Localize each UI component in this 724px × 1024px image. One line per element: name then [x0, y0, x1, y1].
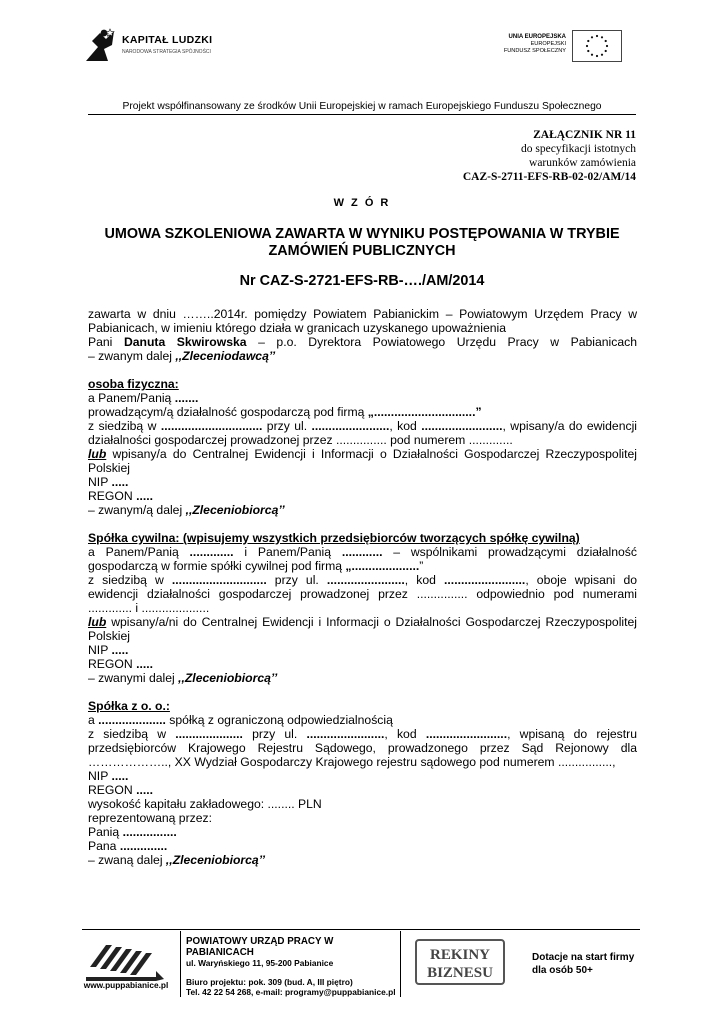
rekiny-line-1: REKINY [429, 947, 491, 963]
template-label: W Z Ó R [333, 197, 391, 209]
llc-pana-blank: .............. [119, 839, 168, 853]
footer-office-block [186, 937, 401, 998]
llc-pania [88, 825, 637, 839]
header-divider [88, 114, 636, 115]
np-nip-blank: ..... [111, 475, 129, 489]
intro-text: zawarta w dniu ……..2014r. pomiędzy Powiatem Pabianickim – Powiatowym Urzędem Pracy w Pabianicach, w imieniu którego działa w granicach uzyskanego upoważnienia [88, 307, 637, 335]
np-registry-text: , wpisany/a do ewidencji działalności gospodarczej prowadzonej przez ............... pod numerem ............. [88, 419, 637, 447]
llc-contractor-role: ,,Zleceniobiorcą’’ [165, 853, 266, 867]
np-regon-blank: ..... [136, 489, 154, 503]
contract-body [88, 307, 637, 867]
llc-regon [88, 783, 637, 797]
cp-regon-blank: ..... [136, 657, 154, 671]
llc-pana-label: Pana [88, 839, 120, 853]
footer-website-link[interactable]: www.puppabianice.pl [83, 980, 169, 990]
kapital-ludzki-title: KAPITAŁ LUDZKI [122, 34, 213, 46]
cp-contractor-role: ,,Zleceniobiorcą’’ [178, 671, 278, 685]
intro-called-pre: – zwanym dalej [88, 349, 176, 363]
annex-line-3: warunków zamówienia [529, 157, 636, 169]
llc-name-line [88, 713, 637, 727]
cp-nip-blank: ..... [111, 643, 129, 657]
cp-registry-text: , oboje wpisani do ewidencji działalności gospodarczej prowadzonej przez ............... odpowiednio pod numerami ............. i .................... [88, 573, 638, 615]
np-seat-blank: .............................. [160, 419, 263, 433]
civil-nip [88, 643, 637, 657]
document-title: UMOWA SZKOLENIOWA ZAWARTA W WYNIKU POSTĘPOWANIA W TRYBIE ZAMÓWIEŃ PUBLICZNYCH [104, 226, 620, 259]
kapital-ludzki-subtitle: NARODOWA STRATEGIA SPÓJNOŚCI [122, 49, 211, 55]
llc-a: a [88, 713, 99, 727]
llc-regon-label: REGON [88, 783, 137, 797]
rekiny-biznesu-stamp-icon [414, 938, 506, 986]
project-cofinancing-line: Projekt współfinansowany ze środków Unii Europejskiej w ramach Europejskiego Funduszu Społecznego [122, 101, 602, 112]
natural-person-name-line [88, 391, 637, 405]
llc-nip-blank: ..... [111, 769, 129, 783]
cp-seat-blank: ............................ [171, 573, 267, 587]
project-office: Biuro projektu: pok. 309 (bud. A, III piętro) [186, 976, 353, 987]
natural-person-address-line [88, 419, 637, 447]
section-heading-civil-partnership: Spółka cywilna: (wpisujemy wszystkich przedsiębiorców tworzących spółkę cywilną) [88, 531, 580, 545]
np-code-blank: ........................ [421, 419, 503, 433]
np-nip-label: NIP [88, 475, 112, 489]
np-firm-blank: „..............................” [367, 405, 482, 419]
np-street-label: przy ul. [262, 419, 312, 433]
eu-line-1: UNIA EUROPEJSKA [508, 34, 566, 40]
contract-number: Nr CAZ-S-2721-EFS-RB-…./AM/2014 [239, 273, 485, 289]
llc-nip-label: NIP [88, 769, 112, 783]
np-name-blank: ....... [174, 391, 199, 405]
civil-address-line [88, 573, 637, 615]
cp-nip-label: NIP [88, 643, 112, 657]
np-firm-label: prowadzącym/ą działalność gospodarczą pod firmą [88, 405, 368, 419]
intro-pani: Pani [88, 335, 124, 349]
footer-separator-2 [400, 931, 401, 997]
llc-type-text: spółką z ograniczoną odpowiedzialnością [165, 713, 393, 727]
intro-paragraph [88, 307, 637, 335]
llc-code-label: , kod [384, 727, 426, 741]
cp-partner2-label: i Panem/Panią [233, 545, 342, 559]
pup-logo-icon [86, 937, 166, 981]
np-contractor-role: ,,Zleceniobiorcą’’ [185, 503, 285, 517]
llc-capital: wysokość kapitału zakładowego: ........ PLN [88, 797, 322, 811]
np-seat-label: z siedzibą w [88, 419, 161, 433]
civil-called [88, 671, 637, 685]
np-regon-label: REGON [88, 489, 137, 503]
annex-line-2: do specyfikacji istotnych [521, 143, 636, 155]
natural-person-called [88, 503, 637, 517]
footer-separator-1 [180, 931, 181, 997]
llc-code-blank: ........................ [425, 727, 508, 741]
director-name: Danuta Skwirowska [123, 335, 247, 349]
llc-seat-label: z siedzibą w [88, 727, 176, 741]
cp-ceidg-text: wpisany/a/ni do Centralnej Ewidencji i Informacji o Działalności Gospodarczej Rzeczypospolitej Polskiej [88, 615, 637, 643]
natural-person-firm-line [88, 405, 637, 419]
llc-pana [88, 839, 637, 853]
cp-firm-blank: „.................... [345, 559, 420, 573]
cp-lub: lub [88, 615, 107, 629]
section-heading-natural-person: osoba fizyczna: [88, 377, 179, 391]
section-heading-llc: Spółka z o. o.: [88, 699, 170, 713]
cp-regon-label: REGON [88, 657, 137, 671]
np-ceidg-text: wpisany/a do Centralnej Ewidencji i Informacji o Działalności Gospodarczej Rzeczypospolitej Polskiej [88, 447, 637, 475]
natural-person-regon [88, 489, 637, 503]
intro-called-line [88, 349, 637, 363]
llc-regon-blank: ..... [136, 783, 154, 797]
cp-partner2-blank: ............ [341, 545, 383, 559]
annex-reference: CAZ-S-2711-EFS-RB-02-02/AM/14 [462, 171, 636, 183]
cp-code-label: , kod [404, 573, 445, 587]
llc-seat-blank: .................... [175, 727, 243, 741]
grant-line-2: dla osób 50+ [532, 965, 593, 976]
civil-partners-line [88, 545, 637, 573]
np-code-label: , kod [389, 419, 422, 433]
eu-stars-icon [573, 31, 621, 61]
civil-regon [88, 657, 637, 671]
cp-firm-quote: ” [419, 559, 424, 573]
office-address: ul. Waryńskiego 11, 95-200 Pabianice [186, 958, 334, 968]
llc-represented-by: reprezentowaną przez: [88, 811, 212, 825]
office-contact: Tel. 42 22 54 268, e-mail: programy@puppabianice.pl [186, 987, 396, 997]
llc-street-label: przy ul. [242, 727, 307, 741]
np-street-blank: ....................... [311, 419, 390, 433]
kapital-ludzki-logo [84, 27, 244, 63]
llc-called-pre: – zwaną dalej [88, 853, 166, 867]
rekiny-biznesu-logo [414, 938, 506, 986]
annex-block [463, 128, 636, 184]
cp-code-blank: ........................ [444, 573, 526, 587]
rekiny-line-2: BIZNESU [427, 965, 493, 981]
cp-partner1-blank: ............. [189, 545, 234, 559]
kapital-ludzki-emblem-icon [84, 27, 118, 63]
eu-line-2: EUROPEJSKI [530, 41, 566, 47]
intro-director-line [88, 335, 637, 349]
client-role: ,,Zleceniodawcą’’ [175, 349, 276, 363]
civil-ceidg-line [88, 615, 637, 643]
llc-address-line [88, 727, 637, 769]
annex-number: ZAŁĄCZNIK NR 11 [533, 129, 636, 141]
cp-street-blank: ....................... [326, 573, 405, 587]
llc-pania-blank: ................ [122, 825, 177, 839]
np-lub: lub [88, 447, 107, 461]
cp-seat-label: z siedzibą w [88, 573, 172, 587]
llc-pania-label: Panią [88, 825, 123, 839]
llc-name-blank: .................... [98, 713, 166, 727]
cp-called-pre: – zwanymi dalej [88, 671, 179, 685]
footer-grant-note [532, 951, 634, 977]
np-called-pre: – zwanym/ą dalej [88, 503, 186, 517]
grant-line-1: Dotacje na start firmy [532, 952, 635, 963]
natural-person-nip [88, 475, 637, 489]
office-name: POWIATOWY URZĄD PRACY W PABIANICACH [186, 936, 334, 958]
llc-called [88, 853, 637, 867]
director-role: – p.o. Dyrektora Powiatowego Urzędu Pracy w Pabianicach [246, 335, 637, 349]
eu-flag-icon [572, 30, 622, 62]
cp-partner1-label: a Panem/Panią [88, 545, 190, 559]
eu-logo-text [504, 34, 566, 55]
footer-divider [82, 929, 640, 930]
llc-street-blank: ....................... [306, 727, 385, 741]
np-name-label: a Panem/Panią [88, 391, 175, 405]
llc-krs-text: , wpisaną do rejestru przedsiębiorców Krajowego Rejestru Sądowego, prowadzonego przez Sąd Rejonowy dla ……………….., XX Wydział Gospodarczy Krajowego rejestru sądowego pod numerem ................, [88, 727, 637, 769]
eu-logo [496, 28, 622, 64]
natural-person-ceidg-line [88, 447, 637, 475]
cp-firm-label: – wspólnikami prowadzącymi działalność gospodarczą w formie spółki cywilnej pod firmą [88, 545, 637, 573]
llc-nip [88, 769, 637, 783]
cp-street-label: przy ul. [266, 573, 327, 587]
eu-line-3: FUNDUSZ SPOŁECZNY [503, 48, 566, 54]
